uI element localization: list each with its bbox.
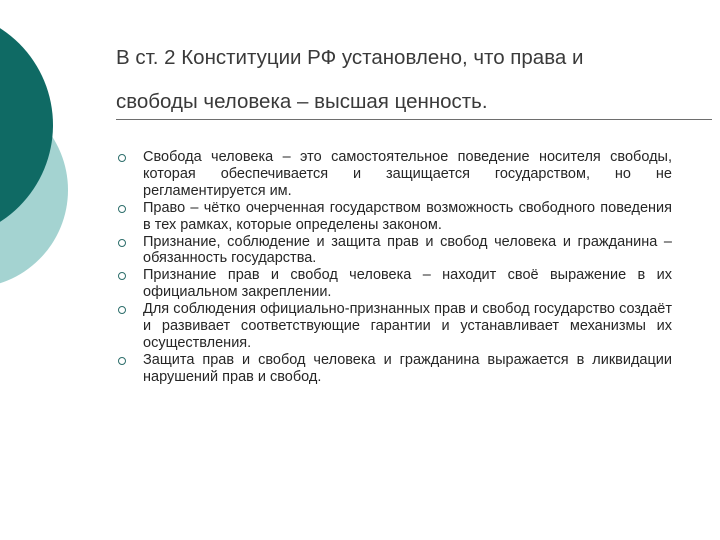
slide-title-line-2: свободы человека – высшая ценность. bbox=[116, 90, 488, 113]
dark-teal-circle bbox=[0, 10, 53, 240]
hollow-circle-icon bbox=[118, 239, 126, 247]
decorative-circles bbox=[0, 0, 100, 300]
bullet-list bbox=[116, 149, 672, 386]
bullet-text: Право – чётко очерченная государством возможность свободного поведения в тех рамках, которые определены законом. bbox=[143, 199, 672, 233]
slide-title-line-1: В ст. 2 Конституции РФ установлено, что права и bbox=[116, 46, 584, 69]
bullet-text: Признание, соблюдение и защита прав и свобод человека и гражданина – обязанность государства. bbox=[143, 233, 672, 267]
hollow-circle-icon bbox=[118, 154, 126, 162]
slide-title bbox=[116, 36, 696, 124]
light-teal-circle bbox=[0, 92, 68, 288]
bullet-text: Защита прав и свобод человека и гражданина выражается в ликвидации нарушений прав и свобод. bbox=[143, 351, 672, 385]
bullet-text: Для соблюдения официально-признанных прав и свобод государство создаёт и развивает соответствующие гарантии и устанавливает механизмы их осуществления. bbox=[143, 301, 672, 351]
bullet-text: Свобода человека – это самостоятельное поведение носителя свободы, которая обеспечивается и защищается государством, но не регламентируется им. bbox=[143, 149, 672, 199]
hollow-circle-icon bbox=[118, 357, 126, 365]
bullet-item-recognition bbox=[116, 267, 672, 301]
bullet-item-guarantees bbox=[116, 301, 672, 352]
title-divider bbox=[116, 119, 712, 120]
hollow-circle-icon bbox=[118, 272, 126, 280]
bullet-item-state-duty bbox=[116, 234, 672, 268]
hollow-circle-icon bbox=[118, 205, 126, 213]
bullet-text: Признание прав и свобод человека – находит своё выражение в их официальном закреплении. bbox=[143, 267, 672, 301]
bullet-item-right bbox=[116, 200, 672, 234]
hollow-circle-icon bbox=[118, 306, 126, 314]
bullet-item-protection bbox=[116, 352, 672, 386]
bullet-item-freedom bbox=[116, 149, 672, 200]
